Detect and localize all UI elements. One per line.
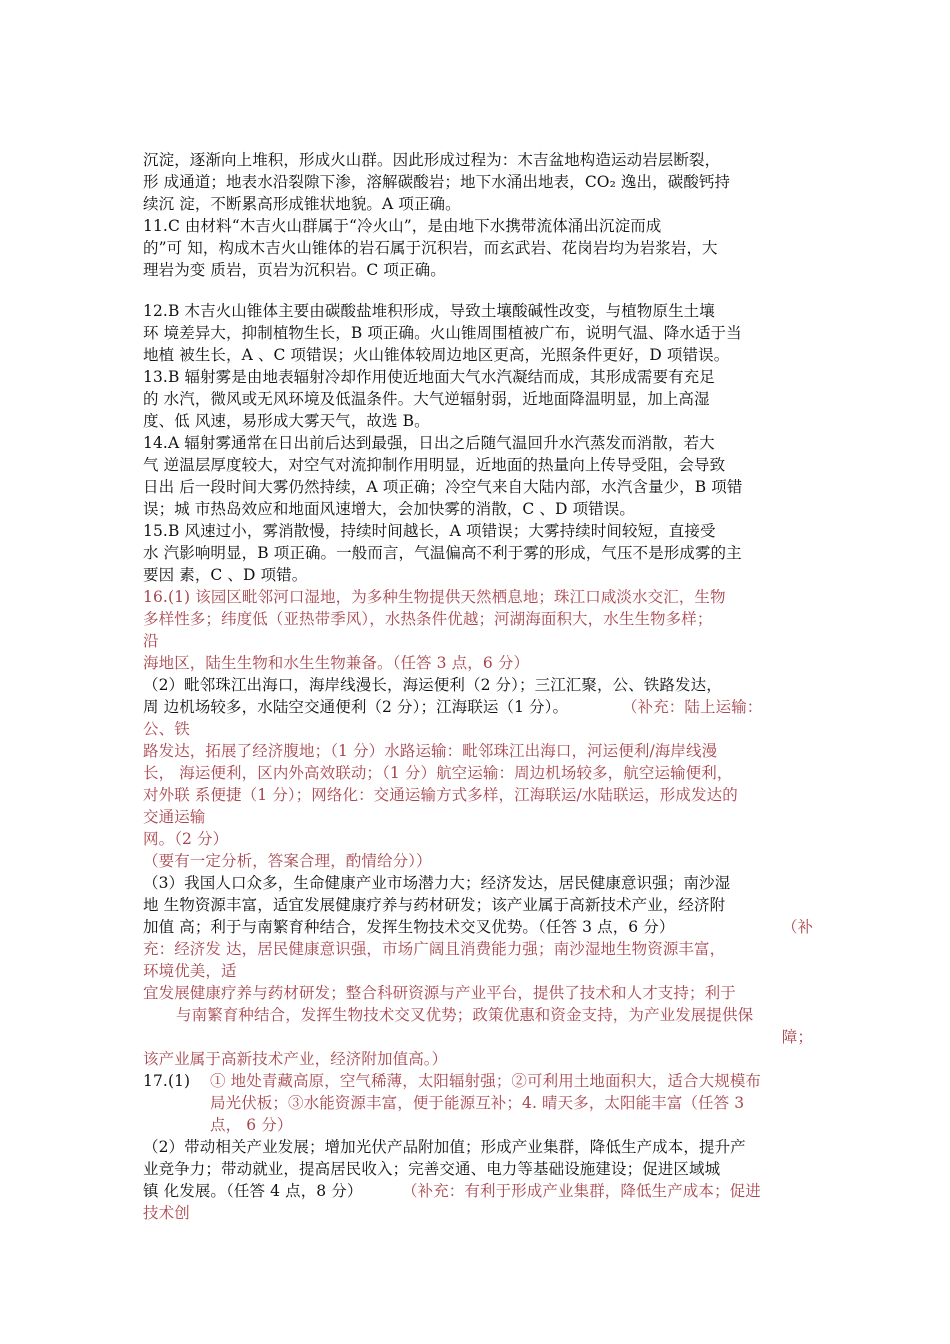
- supplement-line: 充：经济发 达，居民健康意识强，市场广阔且消费能力强；南沙湿地生物资源丰富，: [143, 940, 726, 958]
- text-line: 要因 素，C 、D 项错。: [143, 566, 308, 584]
- answer-line: 点， 6 分）: [210, 1116, 293, 1134]
- supplement-line: 路发达，拓展了经济腹地；（1 分）水路运输：毗邻珠江出海口，河运便利/海岸线漫: [143, 742, 718, 760]
- text-line: 周 边机场较多，水陆空交通便利（2 分）；江海联运（1 分）。: [143, 698, 569, 716]
- supplement-line: 环境优美，适: [143, 962, 237, 980]
- text-line: 13.B 辐射雾是由地表辐射冷却作用使近地面大气水汽凝结而成，其形成需要有充足: [143, 368, 715, 386]
- supplement-line: 与南繁育种结合，发挥生物技术交叉优势；政策优惠和资金支持，为产业发展提供保: [176, 1006, 754, 1024]
- supplement-line: （补: [782, 918, 814, 936]
- answer-line: ① 地处青藏高原，空气稀薄，太阳辐射强；②可利用土地面积大，适合大规模布: [210, 1072, 762, 1090]
- text-line: （2）带动相关产业发展；增加光伏产品附加值；形成产业集群，降低生产成本，提升产: [143, 1138, 746, 1156]
- text-line: 地 生物资源丰富，适宜发展健康疗养与药材研发；该产业属于高新技术产业，经济附: [143, 896, 726, 914]
- text-line: 12.B 木吉火山锥体主要由碳酸盐堆积形成，导致土壤酸碱性改变，与植物原生土壤: [143, 302, 715, 320]
- supplement-line: （补充：陆上运输：: [622, 698, 763, 716]
- text-line: 11.C 由材料“木吉火山群属于“冷火山”，是由地下水携带流体涌出沉淀而成: [143, 217, 662, 235]
- text-line: 镇 化发展。（任答 4 点，8 分）: [143, 1182, 363, 1200]
- answer-line: 局光伏板；③水能资源丰富，便于能源互补；4. 晴天多，太阳能丰富（任答 3: [210, 1094, 745, 1112]
- answer-line: 16.(1) 该园区毗邻河口湿地，为多种生物提供天然栖息地；珠江口咸淡水交汇，生物: [143, 588, 726, 606]
- supplement-line: 长， 海运便利，区内外高效联动；（1 分）航空运输：周边机场较多，航空运输便利，: [143, 764, 733, 782]
- text-line: 误；城 市热岛效应和地面风速增大，会加快雾的消散，C 、D 项错误。: [143, 500, 635, 518]
- answer-line: 多样性多；纬度低（亚热带季风），水热条件优越；河湖海面积大，水生生物多样；: [143, 610, 713, 628]
- text-line: 理岩为变 质岩，页岩为沉积岩。C 项正确。: [143, 261, 446, 279]
- text-line: 的”可 知，构成木吉火山锥体的岩石属于沉积岩，而玄武岩、花岗岩均为岩浆岩，大: [143, 239, 718, 257]
- text-line: 17.(1): [143, 1072, 191, 1090]
- answer-line: 沿: [143, 632, 159, 650]
- text-line: （3）我国人口众多，生命健康产业市场潜力大；经济发达，居民健康意识强；南沙湿: [143, 874, 731, 892]
- supplement-line: 宜发展健康疗养与药材研发；整合科研资源与产业平台，提供了技术和人才支持；利于: [143, 984, 736, 1002]
- supplement-line: 对外联 系便捷（1 分）；网络化：交通运输方式多样，江海联运/水陆联运，形成发达的: [143, 786, 738, 804]
- text-line: 度、低 风速，易形成大雾天气，故选 B。: [143, 412, 430, 430]
- text-line: 日出 后一段时间大雾仍然持续，A 项正确；冷空气来自大陆内部，水汽含量少，B 项错: [143, 478, 743, 496]
- supplement-line: 障；: [781, 1028, 813, 1046]
- supplement-line: （要有一定分析，答案合理，酌情给分））: [143, 852, 432, 870]
- text-line: 环 境差异大，抑制植物生长，B 项正确。火山锥周围植被广布，说明气温、降水适于当: [143, 324, 742, 342]
- supplement-line: 网。（2 分）: [143, 830, 229, 848]
- supplement-line: （补充：有利于形成产业集群，降低生产成本；促进: [402, 1182, 761, 1200]
- text-line: 水 汽影响明显，B 项正确。一般而言，气温偏高不利于雾的形成，气压不是形成雾的主: [143, 544, 742, 562]
- text-line: 的 水汽，微风或无风环境及低温条件。大气逆辐射弱，近地面降温明显，加上高湿: [143, 390, 710, 408]
- text-line: 业竞争力；带动就业，提高居民收入；完善交通、电力等基础设施建设；促进区域城: [143, 1160, 721, 1178]
- supplement-line: 技术创: [143, 1204, 190, 1222]
- text-line: 续沉 淀，不断累高形成锥状地貌。A 项正确。: [143, 195, 461, 213]
- supplement-line: 交通运输: [143, 808, 206, 826]
- supplement-line: 公、铁: [143, 720, 190, 738]
- text-line: 气 逆温层厚度较大，对空气对流抑制作用明显，近地面的热量向上传导受阻，会导致: [143, 456, 726, 474]
- supplement-line: 该产业属于高新技术产业，经济附加值高。）: [143, 1050, 448, 1068]
- text-line: 地植 被生长，A 、C 项错误；火山锥体较周边地区更高，光照条件更好，D 项错误。: [143, 346, 730, 364]
- text-line: 15.B 风速过小，雾消散慢，持续时间越长，A 项错误；大雾持续时间较短，直接受: [143, 522, 716, 540]
- text-line: 沉淀，逐渐向上堆积，形成火山群。因此形成过程为：木吉盆地构造运动岩层断裂，: [143, 151, 721, 169]
- text-line: 形 成通道；地表水沿裂隙下渗，溶解碳酸岩；地下水涌出地表，CO₂ 逸出，碳酸钙持: [143, 173, 731, 191]
- answer-line: 海地区，陆生生物和水生生物兼备。（任答 3 点，6 分）: [143, 654, 530, 672]
- text-line: 14.A 辐射雾通常在日出前后达到最强，日出之后随气温回升水汽蒸发而消散，若大: [143, 434, 715, 452]
- text-line: （2）毗邻珠江出海口，海岸线漫长，海运便利（2 分）；三江汇聚，公、铁路发达，: [143, 676, 722, 694]
- text-line: 加值 高；利于与南繁育种结合，发挥生物技术交叉优势。（任答 3 点，6 分）: [143, 918, 675, 936]
